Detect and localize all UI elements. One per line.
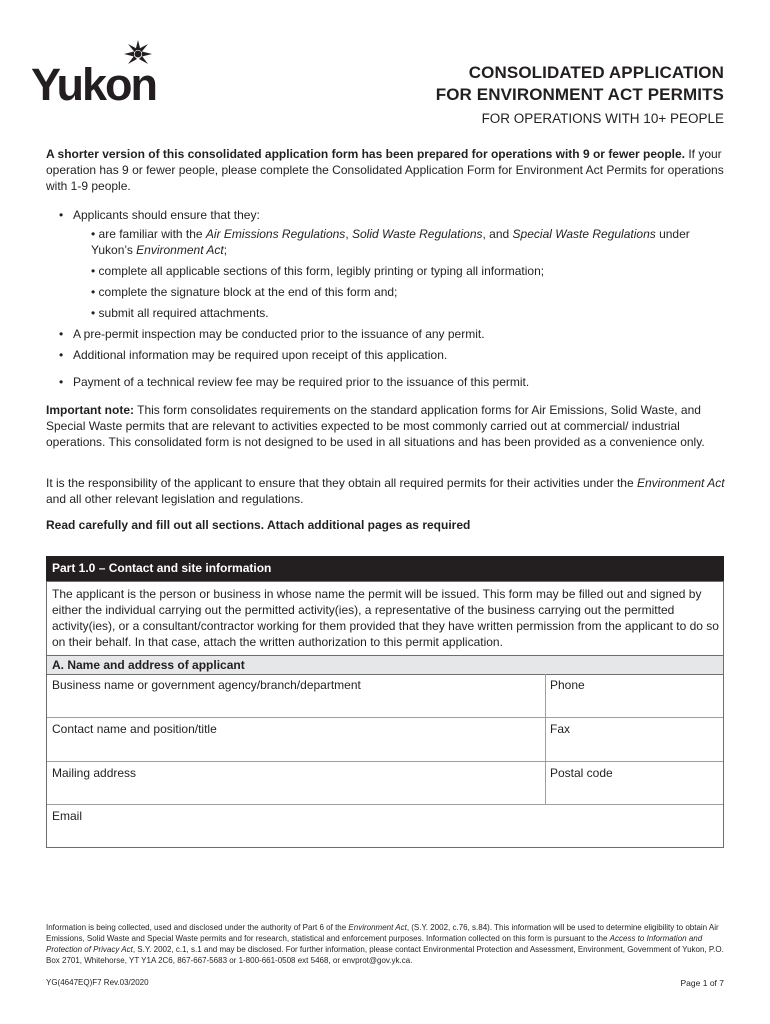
- form-subtitle: FOR OPERATIONS WITH 10+ PEOPLE: [481, 111, 724, 126]
- section-a-title: A. Name and address of applicant: [52, 658, 245, 672]
- fax-field[interactable]: Fax: [550, 722, 571, 736]
- important-note: [46, 402, 726, 450]
- page-number: Page 1 of 7: [680, 978, 724, 988]
- important-note-label: Important note:: [46, 403, 134, 417]
- field-divider: [47, 717, 723, 718]
- bullet-ensure: • Applicants should ensure that they:: [59, 208, 260, 222]
- sub-bullet-signature: • complete the signature block at the end of this form and;: [91, 285, 398, 299]
- postal-code-field[interactable]: Postal code: [550, 766, 613, 780]
- column-divider: [545, 674, 546, 804]
- part-1-intro: The applicant is the person or business in whose name the permit will be issued. This form may be filled out and signed by either the individual carrying out the permitted activity(ies), a representative of the business carrying out the permitted activity(ies), or a consultant/contractor working for them provided that they have written permission from the applicant to do so on their behalf. In that case, attach the written authorization to this permit application.: [52, 587, 719, 649]
- logo-wordmark: Yukon: [31, 59, 157, 108]
- form-code: YG(4647EQ)F7 Rev.03/2020: [46, 978, 149, 987]
- email-field[interactable]: Email: [52, 809, 83, 823]
- phone-field[interactable]: Phone: [550, 678, 585, 692]
- field-divider: [47, 761, 723, 762]
- form-title-line-2: FOR ENVIRONMENT ACT PERMITS: [435, 85, 724, 104]
- sub-bullet-attachments: • submit all required attachments.: [91, 306, 269, 320]
- business-name-field[interactable]: Business name or government agency/branch/department: [52, 678, 361, 692]
- section-a-header: [47, 655, 723, 675]
- mailing-address-field[interactable]: Mailing address: [52, 766, 137, 780]
- title-block: [436, 62, 724, 130]
- bullet-inspection: • A pre-permit inspection may be conducted prior to the issuance of any permit.: [59, 327, 485, 341]
- bullet-review-fee: • Payment of a technical review fee may be required prior to the issuance of this permit.: [59, 375, 530, 389]
- form-title-line-1: CONSOLIDATED APPLICATION: [468, 63, 724, 82]
- field-divider: [47, 804, 723, 805]
- bullet-ensure-text: Applicants should ensure that they:: [73, 208, 260, 222]
- bullet-additional-info: • Additional information may be required upon receipt of this application.: [59, 348, 448, 362]
- part-1-header: [46, 556, 724, 581]
- responsibility-paragraph: It is the responsibility of the applicant to ensure that they obtain all required permits for their activities under the Environment Act and all other relevant legislation and regulations.: [46, 476, 725, 506]
- intro-rest: If your operation has 9 or fewer people, please complete the Consolidated Application Form for Environment Act Permits for operations with 1-9 people.: [46, 147, 724, 193]
- part-1-header-text: Part 1.0 – Contact and site information: [52, 561, 272, 575]
- read-carefully-instruction: Read carefully and fill out all sections. Attach additional pages as required: [46, 518, 471, 532]
- yukon-logo: [30, 38, 175, 108]
- intro-bold-lead: A shorter version of this consolidated application form has been prepared for operations with 9 or fewer people.: [46, 147, 685, 161]
- important-note-text: This form consolidates requirements on the standard application forms for Air Emissions, Solid Waste, and Special Waste permits that are relevant to activities expected to be most commonly carried out at commercial/ industrial operations. This consolidated form is not designed to be used in all situations and has been provided as a convenience only.: [46, 403, 705, 449]
- sub-bullet-familiar: • are familiar with the Air Emissions Regulations, Solid Waste Regulations, and Special Waste Regulations under Yukon’s Environment Act;: [91, 227, 690, 257]
- sub-bullet-complete-sections: • complete all applicable sections of this form, legibly printing or typing all information;: [91, 264, 545, 278]
- privacy-footer: Information is being collected, used and disclosed under the authority of Part 6 of the Environment Act, (S.Y. 2002, c.76, s.84). This information will be used to determine eligibility to obtain Air Emissions, Solid Waste and Special Waste permits and for research, statistical and enforcement purposes. Information collected on this form is pursuant to the Access to Information and Protection of Privacy Act, S.Y. 2002, c.1, s.1 and may be disclosed. For further information, please contact Environmental Protection and Assessment, Environment, Government of Yukon, P.O. Box 2701, Whitehorse, YT Y1A 2C6, 867-667-5683 or 1-800-661-0508 ext 5468, or envprot@gov.yk.ca.: [46, 923, 724, 965]
- intro-paragraph: [46, 146, 726, 194]
- contact-name-field[interactable]: Contact name and position/title: [52, 722, 217, 736]
